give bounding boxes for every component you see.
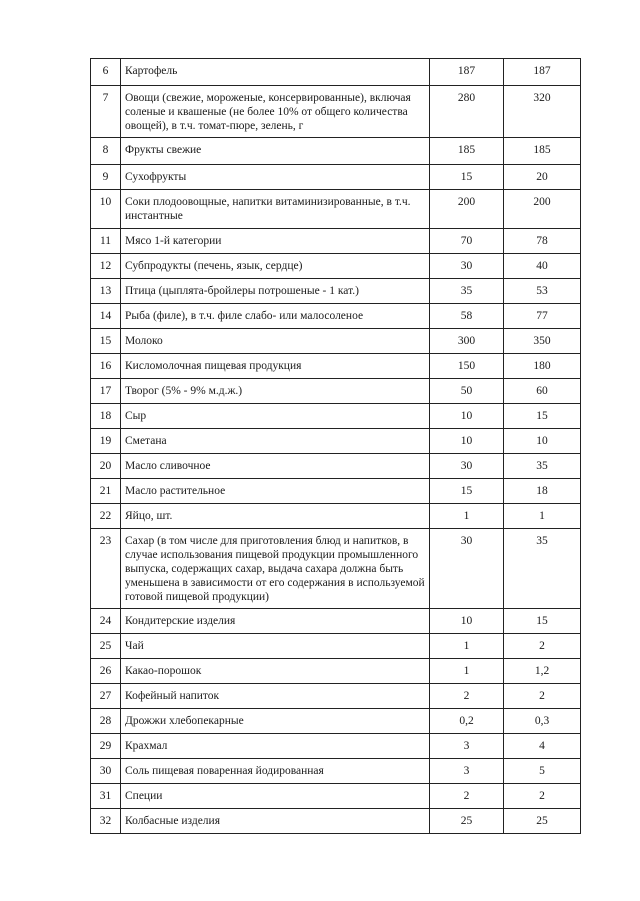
row-number: 19 <box>91 429 121 454</box>
table-row <box>91 86 581 138</box>
quantity-col-1: 0,2 <box>430 709 504 734</box>
quantity-col-2: 0,3 <box>504 709 581 734</box>
table-row <box>91 254 581 279</box>
table-body <box>91 59 581 834</box>
quantity-col-1: 2 <box>430 784 504 809</box>
row-number: 12 <box>91 254 121 279</box>
product-name: Соль пищевая поваренная йодированная <box>121 759 430 784</box>
product-name: Соки плодоовощные, напитки витаминизированные, в т.ч. инстантные <box>121 190 430 229</box>
product-name: Дрожжи хлебопекарные <box>121 709 430 734</box>
quantity-col-2: 2 <box>504 784 581 809</box>
quantity-col-1: 300 <box>430 329 504 354</box>
quantity-col-2: 350 <box>504 329 581 354</box>
table-row <box>91 659 581 684</box>
row-number: 6 <box>91 59 121 86</box>
quantity-col-2: 180 <box>504 354 581 379</box>
product-name: Сыр <box>121 404 430 429</box>
quantity-col-2: 40 <box>504 254 581 279</box>
table-row <box>91 759 581 784</box>
quantity-col-1: 1 <box>430 634 504 659</box>
product-name: Сухофрукты <box>121 165 430 190</box>
product-name: Кондитерские изделия <box>121 609 430 634</box>
table-row <box>91 634 581 659</box>
product-name: Яйцо, шт. <box>121 504 430 529</box>
row-number: 24 <box>91 609 121 634</box>
table-row <box>91 429 581 454</box>
product-name: Сахар (в том числе для приготовления блюд и напитков, в случае использования пищевой продукции промышленного выпуска, содержащих сахар, выдача сахара должна быть уменьшена в зависимости от его содержания в используемой готовой пищевой продукции) <box>121 529 430 609</box>
row-number: 9 <box>91 165 121 190</box>
row-number: 20 <box>91 454 121 479</box>
table-row <box>91 609 581 634</box>
quantity-col-2: 77 <box>504 304 581 329</box>
table-row <box>91 454 581 479</box>
row-number: 10 <box>91 190 121 229</box>
food-norms-table <box>90 58 581 834</box>
quantity-col-1: 1 <box>430 659 504 684</box>
table-row <box>91 504 581 529</box>
row-number: 32 <box>91 809 121 834</box>
product-name: Специи <box>121 784 430 809</box>
quantity-col-1: 15 <box>430 479 504 504</box>
row-number: 27 <box>91 684 121 709</box>
quantity-col-2: 15 <box>504 404 581 429</box>
quantity-col-2: 187 <box>504 59 581 86</box>
table-row <box>91 138 581 165</box>
table-row <box>91 229 581 254</box>
row-number: 11 <box>91 229 121 254</box>
quantity-col-2: 4 <box>504 734 581 759</box>
row-number: 8 <box>91 138 121 165</box>
quantity-col-2: 10 <box>504 429 581 454</box>
row-number: 28 <box>91 709 121 734</box>
table-row <box>91 190 581 229</box>
row-number: 26 <box>91 659 121 684</box>
table-row <box>91 279 581 304</box>
row-number: 30 <box>91 759 121 784</box>
quantity-col-2: 185 <box>504 138 581 165</box>
row-number: 21 <box>91 479 121 504</box>
product-name: Крахмал <box>121 734 430 759</box>
quantity-col-1: 3 <box>430 759 504 784</box>
quantity-col-2: 53 <box>504 279 581 304</box>
product-name: Масло растительное <box>121 479 430 504</box>
quantity-col-1: 30 <box>430 454 504 479</box>
product-name: Масло сливочное <box>121 454 430 479</box>
quantity-col-2: 15 <box>504 609 581 634</box>
table-row <box>91 809 581 834</box>
table-row <box>91 59 581 86</box>
table-row <box>91 165 581 190</box>
quantity-col-2: 60 <box>504 379 581 404</box>
table-row <box>91 354 581 379</box>
product-name: Кисломолочная пищевая продукция <box>121 354 430 379</box>
quantity-col-1: 187 <box>430 59 504 86</box>
product-name: Молоко <box>121 329 430 354</box>
quantity-col-1: 15 <box>430 165 504 190</box>
table-row <box>91 379 581 404</box>
quantity-col-1: 1 <box>430 504 504 529</box>
table-row <box>91 684 581 709</box>
quantity-col-2: 35 <box>504 529 581 609</box>
quantity-col-2: 2 <box>504 684 581 709</box>
quantity-col-2: 200 <box>504 190 581 229</box>
quantity-col-2: 35 <box>504 454 581 479</box>
row-number: 22 <box>91 504 121 529</box>
product-name: Рыба (филе), в т.ч. филе слабо- или малосоленое <box>121 304 430 329</box>
quantity-col-2: 20 <box>504 165 581 190</box>
quantity-col-2: 25 <box>504 809 581 834</box>
quantity-col-1: 150 <box>430 354 504 379</box>
row-number: 14 <box>91 304 121 329</box>
quantity-col-1: 200 <box>430 190 504 229</box>
row-number: 7 <box>91 86 121 138</box>
quantity-col-1: 30 <box>430 529 504 609</box>
product-name: Творог (5% - 9% м.д.ж.) <box>121 379 430 404</box>
quantity-col-2: 320 <box>504 86 581 138</box>
product-name: Чай <box>121 634 430 659</box>
product-name: Картофель <box>121 59 430 86</box>
product-name: Птица (цыплята-бройлеры потрошеные - 1 кат.) <box>121 279 430 304</box>
quantity-col-2: 1 <box>504 504 581 529</box>
quantity-col-1: 35 <box>430 279 504 304</box>
table-row <box>91 529 581 609</box>
product-name: Фрукты свежие <box>121 138 430 165</box>
quantity-col-1: 10 <box>430 404 504 429</box>
quantity-col-1: 185 <box>430 138 504 165</box>
product-name: Какао-порошок <box>121 659 430 684</box>
quantity-col-2: 2 <box>504 634 581 659</box>
quantity-col-1: 280 <box>430 86 504 138</box>
table-row <box>91 304 581 329</box>
quantity-col-2: 1,2 <box>504 659 581 684</box>
quantity-col-2: 18 <box>504 479 581 504</box>
table-row <box>91 734 581 759</box>
product-name: Субпродукты (печень, язык, сердце) <box>121 254 430 279</box>
quantity-col-1: 30 <box>430 254 504 279</box>
row-number: 29 <box>91 734 121 759</box>
table-row <box>91 709 581 734</box>
row-number: 25 <box>91 634 121 659</box>
row-number: 16 <box>91 354 121 379</box>
product-name: Овощи (свежие, мороженые, консервированные), включая соленые и квашеные (не более 10% от общего количества овощей), в т.ч. томат-пюре, зелень, г <box>121 86 430 138</box>
row-number: 31 <box>91 784 121 809</box>
product-name: Сметана <box>121 429 430 454</box>
table-row <box>91 329 581 354</box>
table-row <box>91 479 581 504</box>
row-number: 23 <box>91 529 121 609</box>
quantity-col-1: 3 <box>430 734 504 759</box>
table-row <box>91 784 581 809</box>
quantity-col-1: 50 <box>430 379 504 404</box>
quantity-col-1: 25 <box>430 809 504 834</box>
table-row <box>91 404 581 429</box>
quantity-col-1: 2 <box>430 684 504 709</box>
product-name: Колбасные изделия <box>121 809 430 834</box>
row-number: 17 <box>91 379 121 404</box>
quantity-col-1: 10 <box>430 429 504 454</box>
quantity-col-1: 70 <box>430 229 504 254</box>
quantity-col-2: 5 <box>504 759 581 784</box>
row-number: 15 <box>91 329 121 354</box>
quantity-col-1: 58 <box>430 304 504 329</box>
product-name: Кофейный напиток <box>121 684 430 709</box>
quantity-col-1: 10 <box>430 609 504 634</box>
row-number: 13 <box>91 279 121 304</box>
row-number: 18 <box>91 404 121 429</box>
quantity-col-2: 78 <box>504 229 581 254</box>
product-name: Мясо 1-й категории <box>121 229 430 254</box>
